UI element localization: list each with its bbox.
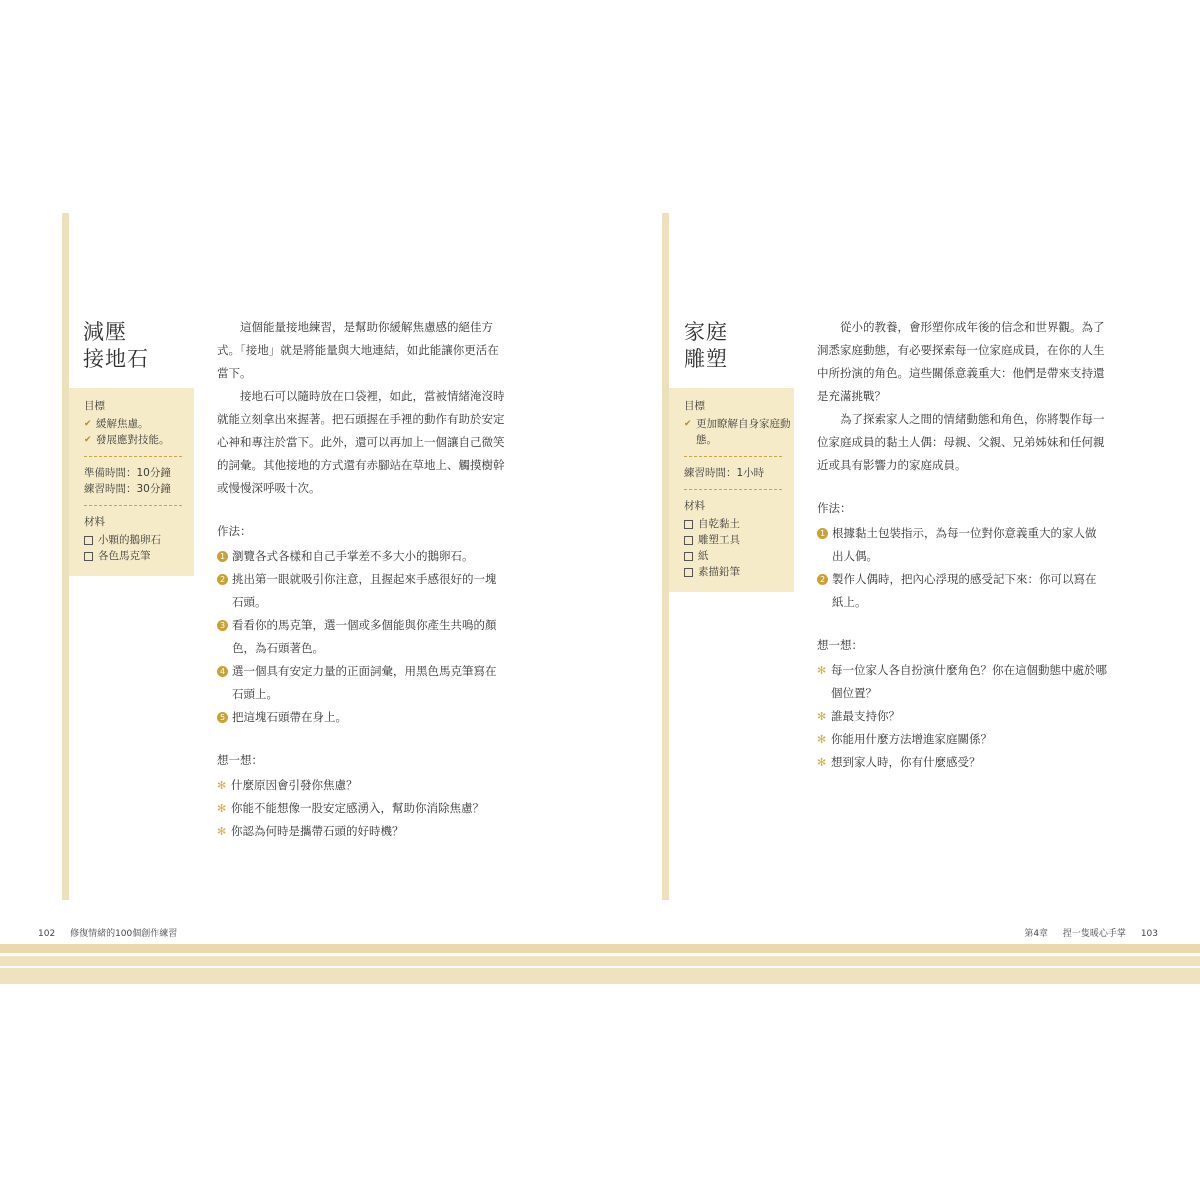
intro-paragraph: 從小的教養，會形塑你成年後的信念和世界觀。為了洞悉家庭動態，有必要探索每一位家庭成員，在你的人生中所扮演的角色。這些關係意義重大：他們是帶來支持還是充滿挑戰？ — [817, 320, 1105, 403]
question-text: 什麼原因會引發你焦慮？ — [231, 778, 358, 792]
question-text: 想到家人時，你有什麼感受？ — [831, 755, 981, 769]
intro-paragraph: 這個能量接地練習，是幫助你緩解焦慮感的絕佳方式。「接地」就是將能量與大地連結，如此能讓你更活在當下。 — [217, 320, 499, 380]
question-text: 你能用什麼方法增進家庭關係？ — [831, 732, 992, 746]
book-title: 修復情緒的100個創作練習 — [70, 929, 178, 939]
question-item — [217, 820, 507, 843]
asterisk-icon: ✻ — [817, 664, 827, 677]
practice-time: 練習時間：1小時 — [684, 467, 765, 479]
right-page — [600, 213, 1200, 900]
checkbox-icon — [684, 568, 693, 577]
left-title-line-1: 減壓 — [83, 320, 127, 344]
material-text: 小顆的鵝卵石 — [98, 534, 161, 546]
checkbox-icon — [684, 552, 693, 561]
right-footer — [1024, 926, 1158, 939]
section-title: 捏一隻暖心手掌 — [1062, 929, 1126, 939]
step-number-3-icon: 3 — [217, 620, 228, 631]
question-text: 每一位家人各自扮演什麼角色？你在這個動態中處於哪個位置？ — [831, 663, 1107, 700]
left-title — [83, 319, 149, 373]
question-item — [817, 751, 1107, 774]
step-item — [217, 614, 507, 660]
question-text: 你認為何時是攜帶石頭的好時機？ — [231, 824, 404, 838]
right-info-card — [669, 388, 794, 592]
check-icon: ✔ — [684, 419, 692, 429]
question-item — [217, 797, 507, 820]
left-page — [0, 213, 600, 900]
practice-time: 練習時間：30分鐘 — [84, 483, 171, 495]
bottom-band — [0, 956, 1200, 984]
right-title-line-2: 雕塑 — [684, 347, 728, 371]
step-text: 瀏覽各式各樣和自己手掌差不多大小的鵝卵石。 — [232, 549, 474, 563]
goal-heading: 目標 — [84, 400, 105, 412]
step-text: 挑出第一眼就吸引你注意，且握起來手感很好的一塊石頭。 — [232, 572, 497, 609]
bottom-band-gap — [0, 966, 1200, 968]
material-text: 紙 — [698, 550, 709, 562]
question-text: 你能不能想像一股安定感湧入，幫助你消除焦慮？ — [231, 801, 484, 815]
checkbox-icon — [684, 520, 693, 529]
step-text: 看看你的馬克筆，選一個或多個能與你產生共鳴的顏色，為石頭著色。 — [232, 618, 497, 655]
question-item — [817, 728, 1107, 751]
intro-paragraph: 接地石可以隨時放在口袋裡，如此，當被情緒淹沒時就能立刻拿出來握著。把石頭握在手裡的動作有助於安定心神和專注於當下。此外，還可以再加上一個讓自己微笑的詞彙。其他接地的方式還有赤腳站在草地上、觸摸樹幹或慢慢深呼吸十次。 — [217, 389, 505, 495]
bottom-band — [0, 944, 1200, 953]
material-item — [669, 516, 794, 532]
check-icon: ✔ — [84, 435, 92, 445]
goal-item — [669, 416, 794, 448]
asterisk-icon: ✻ — [817, 710, 827, 723]
right-title — [684, 319, 728, 373]
material-item — [69, 532, 194, 548]
asterisk-icon: ✻ — [217, 779, 227, 792]
step-item — [817, 568, 1107, 614]
goal-text: 發展應對技能。 — [96, 434, 170, 446]
left-footer — [38, 926, 177, 939]
step-number-1-icon: 1 — [817, 528, 828, 539]
goal-heading: 目標 — [684, 400, 705, 412]
step-item — [217, 568, 507, 614]
material-item — [669, 564, 794, 580]
checkbox-icon — [84, 536, 93, 545]
left-margin-rule — [62, 213, 69, 900]
dashed-divider — [84, 456, 182, 457]
left-body — [217, 316, 507, 843]
prep-time: 準備時間：10分鐘 — [84, 467, 171, 479]
material-item — [69, 548, 194, 564]
step-text: 根據黏土包裝指示，為每一位對你意義重大的家人做出人偶。 — [832, 526, 1097, 563]
think-heading: 想一想： — [817, 638, 863, 652]
step-item — [217, 545, 507, 568]
checkbox-icon — [84, 552, 93, 561]
material-item — [669, 532, 794, 548]
dashed-divider — [684, 489, 782, 490]
check-icon: ✔ — [84, 419, 92, 429]
chapter-label: 第4章 — [1024, 929, 1049, 939]
step-text: 製作人偶時，把內心浮現的感受記下來：你可以寫在紙上。 — [832, 572, 1097, 609]
asterisk-icon: ✻ — [217, 825, 227, 838]
material-text: 各色馬克筆 — [98, 550, 151, 562]
think-heading: 想一想： — [217, 753, 263, 767]
question-text: 誰最支持你？ — [831, 709, 900, 723]
asterisk-icon: ✻ — [217, 802, 227, 815]
material-item — [669, 548, 794, 564]
checkbox-icon — [684, 536, 693, 545]
step-text: 把這塊石頭帶在身上。 — [232, 710, 347, 724]
goal-text: 更加瞭解自身家庭動態。 — [696, 418, 791, 446]
right-body — [817, 316, 1107, 774]
material-text: 自乾黏土 — [698, 518, 740, 530]
right-margin-rule — [662, 213, 669, 900]
method-heading: 作法： — [817, 501, 852, 515]
step-number-5-icon: 5 — [217, 712, 228, 723]
step-text: 選一個具有安定力量的正面詞彙，用黑色馬克筆寫在石頭上。 — [232, 664, 497, 701]
step-item — [217, 706, 507, 729]
material-text: 素描鉛筆 — [698, 566, 740, 578]
step-item — [217, 660, 507, 706]
right-title-line-1: 家庭 — [684, 320, 728, 344]
step-item — [817, 522, 1107, 568]
method-heading: 作法： — [217, 524, 252, 538]
dashed-divider — [84, 505, 182, 506]
intro-paragraph: 為了探索家人之間的情緒動態和角色，你將製作每一位家庭成員的黏土人偶：母親、父親、兄弟姊妹和任何親近或具有影響力的家庭成員。 — [817, 412, 1105, 472]
left-info-card — [69, 388, 194, 576]
goal-item — [69, 432, 194, 448]
right-page-number: 103 — [1140, 929, 1158, 939]
step-number-1-icon: 1 — [217, 551, 228, 562]
question-item — [217, 774, 507, 797]
materials-heading: 材料 — [684, 500, 705, 512]
asterisk-icon: ✻ — [817, 733, 827, 746]
materials-heading: 材料 — [84, 516, 105, 528]
left-page-number: 102 — [38, 929, 56, 939]
goal-text: 緩解焦慮。 — [96, 418, 149, 430]
step-number-2-icon: 2 — [217, 574, 228, 585]
material-text: 雕塑工具 — [698, 534, 740, 546]
question-item — [817, 705, 1107, 728]
step-number-2-icon: 2 — [817, 574, 828, 585]
question-item — [817, 659, 1107, 705]
left-title-line-2: 接地石 — [83, 347, 149, 371]
dashed-divider — [684, 456, 782, 457]
goal-item — [69, 416, 194, 432]
asterisk-icon: ✻ — [817, 756, 827, 769]
step-number-4-icon: 4 — [217, 666, 228, 677]
